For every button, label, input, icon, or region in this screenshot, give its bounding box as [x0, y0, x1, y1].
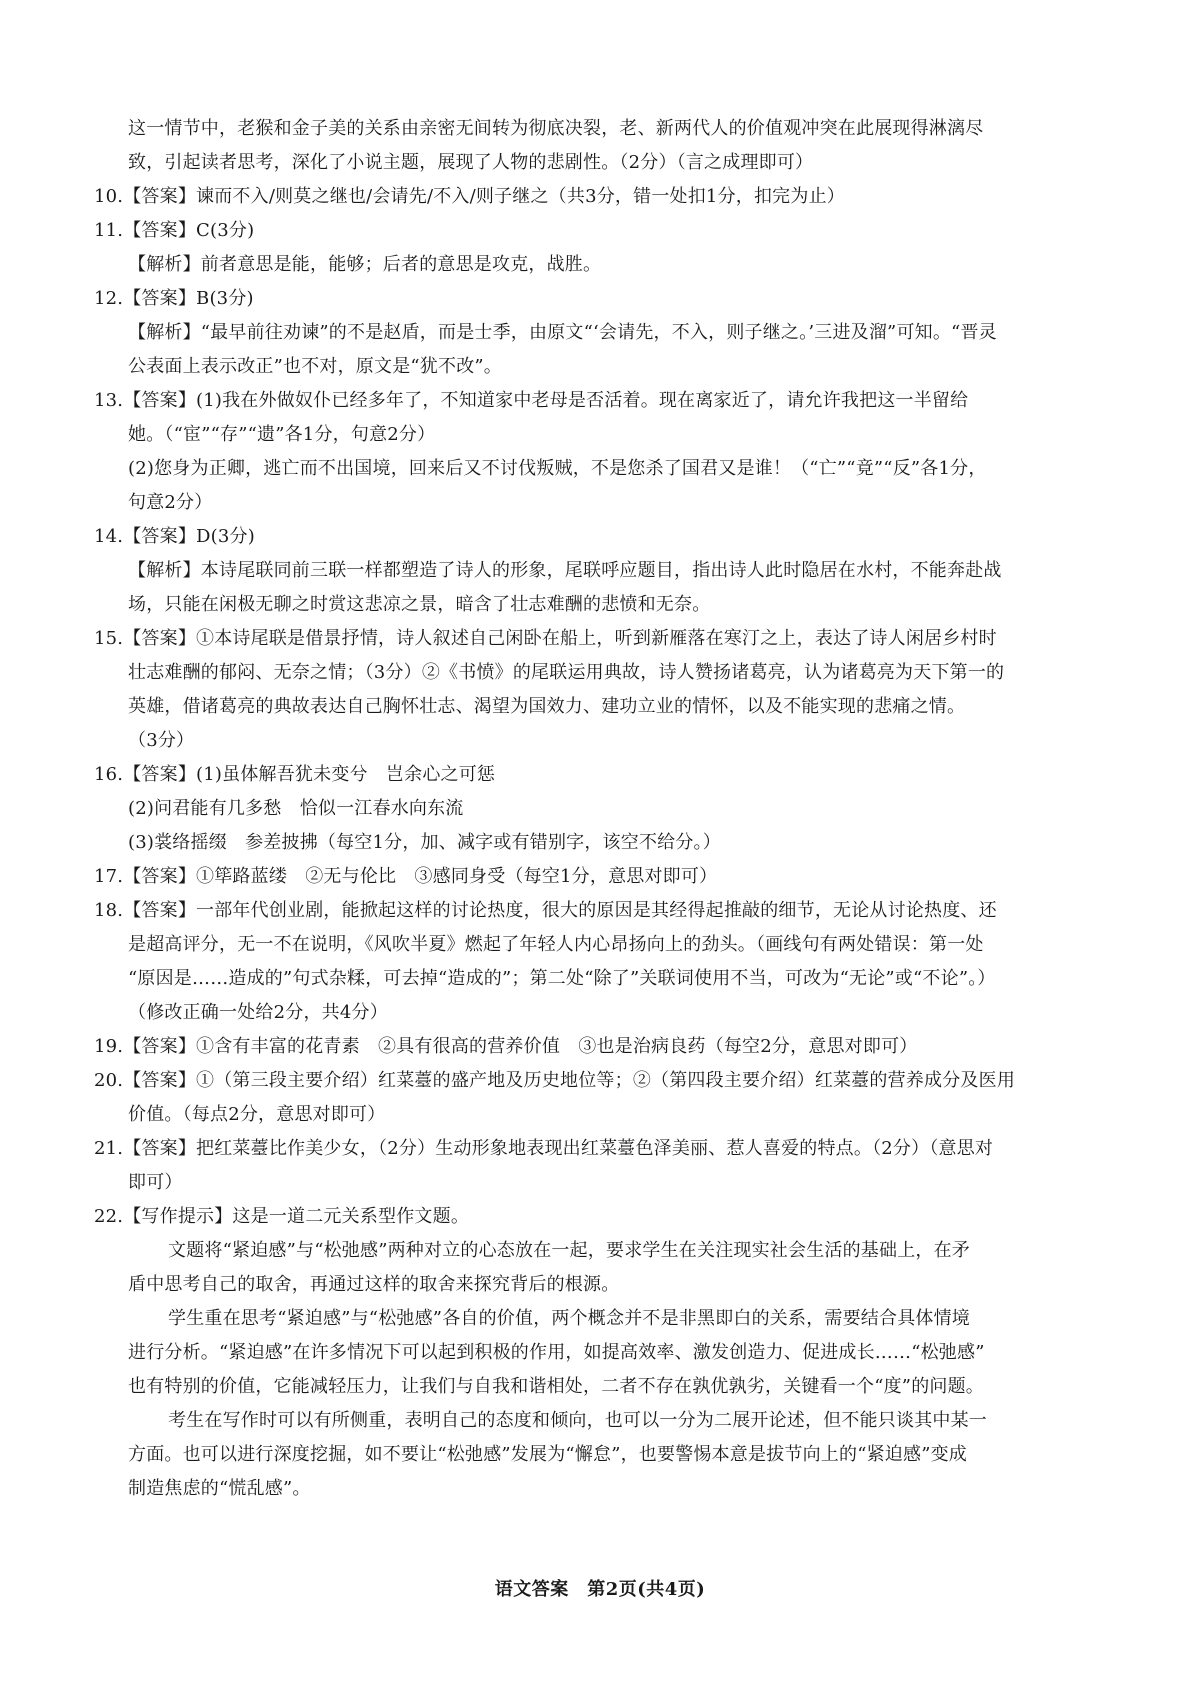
text-line: (2)问君能有几多愁 恰似一江春水向东流 [128, 798, 464, 819]
text-line: 考生在写作时可以有所侧重，表明自己的态度和倾向，也可以一分为二展开论述，但不能只谈其中某一 [168, 1410, 987, 1431]
text-line: 【解析】“最早前往劝谏”的不是赵盾，而是士季，由原文“‘会请先，不入，则子继之。’三进及溜”可知。“晋灵 [128, 322, 997, 343]
text-line: 16.【答案】(1)虽体解吾犹未变兮 岂余心之可惩 [94, 764, 496, 785]
text-line: 进行分析。“紧迫感”在许多情况下可以起到积极的作用，如提高效率、激发创造力、促进成长……“松弛感” [128, 1342, 985, 1363]
text-line: 公表面上表示改正”也不对，原文是“犹不改”。 [128, 356, 503, 377]
text-line: 15.【答案】①本诗尾联是借景抒情，诗人叙述自己闲卧在船上，听到新雁落在寒汀之上，表达了诗人闲居乡村时 [94, 628, 997, 649]
text-line: 17.【答案】①筚路蓝缕 ②无与伦比 ③感同身受（每空1分，意思对即可） [94, 866, 718, 887]
text-line: “原因是……造成的”句式杂糅，可去掉“造成的”；第二处“除了”关联词使用不当，可改为“无论”或“不论”。） [128, 968, 996, 989]
text-line: 14.【答案】D(3分) [94, 526, 255, 547]
text-line: 英雄，借诸葛亮的典故表达自己胸怀壮志、渴望为国效力、建功立业的情怀，以及不能实现的悲痛之情。 [128, 696, 966, 717]
text-line: 【解析】前者意思是能，能够；后者的意思是攻克，战胜。 [128, 254, 602, 275]
text-line: 10.【答案】谏而不入/则莫之继也/会请先/不入/则子继之（共3分，错一处扣1分，扣完为止） [94, 186, 845, 207]
text-line: 11.【答案】C(3分) [94, 220, 255, 241]
text-line: 场，只能在闲极无聊之时赏这悲凉之景，暗含了壮志难酬的悲愤和无奈。 [128, 594, 711, 615]
text-line: 句意2分） [128, 492, 213, 513]
text-line: （3分） [128, 730, 195, 751]
text-line: 20.【答案】①（第三段主要介绍）红菜薹的盛产地及历史地位等；②（第四段主要介绍）红菜薹的营养成分及医用 [94, 1070, 1016, 1091]
answer-content [88, 112, 1080, 1506]
text-line: 壮志难酬的郁闷、无奈之情；（3分）②《书愤》的尾联运用典故，诗人赞扬诸葛亮，认为诸葛亮为天下第一的 [128, 662, 1005, 683]
text-line: 18.【答案】一部年代创业剧，能掀起这样的讨论热度，很大的原因是其经得起推敲的细节，无论从讨论热度、还 [94, 900, 997, 921]
text-line: 学生重在思考“紧迫感”与“松弛感”各自的价值，两个概念并不是非黑即白的关系，需要结合具体情境 [168, 1308, 971, 1329]
text-line: 文题将“紧迫感”与“松弛感”两种对立的心态放在一起，要求学生在关注现实社会生活的基础上，在矛 [168, 1240, 971, 1261]
text-line: 盾中思考自己的取舍，再通过这样的取舍来探究背后的根源。 [128, 1274, 620, 1295]
text-line: 制造焦虑的“慌乱感”。 [128, 1478, 311, 1499]
text-line: 19.【答案】①含有丰富的花青素 ②具有很高的营养价值 ③也是治病良药（每空2分，意思对即可） [94, 1036, 918, 1057]
text-line: 22.【写作提示】这是一道二元关系型作文题。 [94, 1206, 470, 1227]
text-line: (3)裳络摇缀 参差披拂（每空1分，加、减字或有错别字，该空不给分。） [128, 832, 721, 853]
text-line: 也有特别的价值，它能减轻压力，让我们与自我和谐相处，二者不存在孰优孰劣，关键看一个“度”的问题。 [128, 1376, 984, 1397]
text-line: 是超高评分，无一不在说明，《风吹半夏》燃起了年轻人内心昂扬向上的劲头。（画线句有两处错误：第一处 [128, 934, 984, 955]
text-line: 13.【答案】(1)我在外做奴仆已经多年了，不知道家中老母是否活着。现在离家近了，请允许我把这一半留给 [94, 390, 969, 411]
text-line: 致，引起读者思考，深化了小说主题，展现了人物的悲剧性。（2分）（言之成理即可） [128, 152, 814, 173]
text-line: 12.【答案】B(3分) [94, 288, 254, 309]
text-line: 价值。（每点2分，意思对即可） [128, 1104, 386, 1125]
text-line: 这一情节中，老猴和金子美的关系由亲密无间转为彻底决裂，老、新两代人的价值观冲突在此展现得淋漓尽 [128, 118, 984, 139]
text-line: 方面。也可以进行深度挖掘，如不要让“松弛感”发展为“懈怠”，也要警惕本意是拔节向上的“紧迫感”变成 [128, 1444, 968, 1465]
text-line: 即可） [128, 1172, 183, 1193]
text-line: 【解析】本诗尾联同前三联一样都塑造了诗人的形象，尾联呼应题目，指出诗人此时隐居在水村，不能奔赴战 [128, 560, 1002, 581]
text-line: (2)您身为正卿，逃亡而不出国境，回来后又不讨伐叛贼，不是您杀了国君又是谁！（“亡”“竟”“反”各1分， [128, 458, 987, 479]
page-footer: 语文答案 第2页(共4页) [494, 1579, 706, 1600]
text-line: 她。（“宦”“存”“遗”各1分，句意2分） [128, 424, 436, 445]
text-line: （修改正确一处给2分，共4分） [128, 1002, 388, 1023]
text-line: 21.【答案】把红菜薹比作美少女，（2分）生动形象地表现出红菜薹色泽美丽、惹人喜爱的特点。（2分）（意思对 [94, 1138, 994, 1159]
